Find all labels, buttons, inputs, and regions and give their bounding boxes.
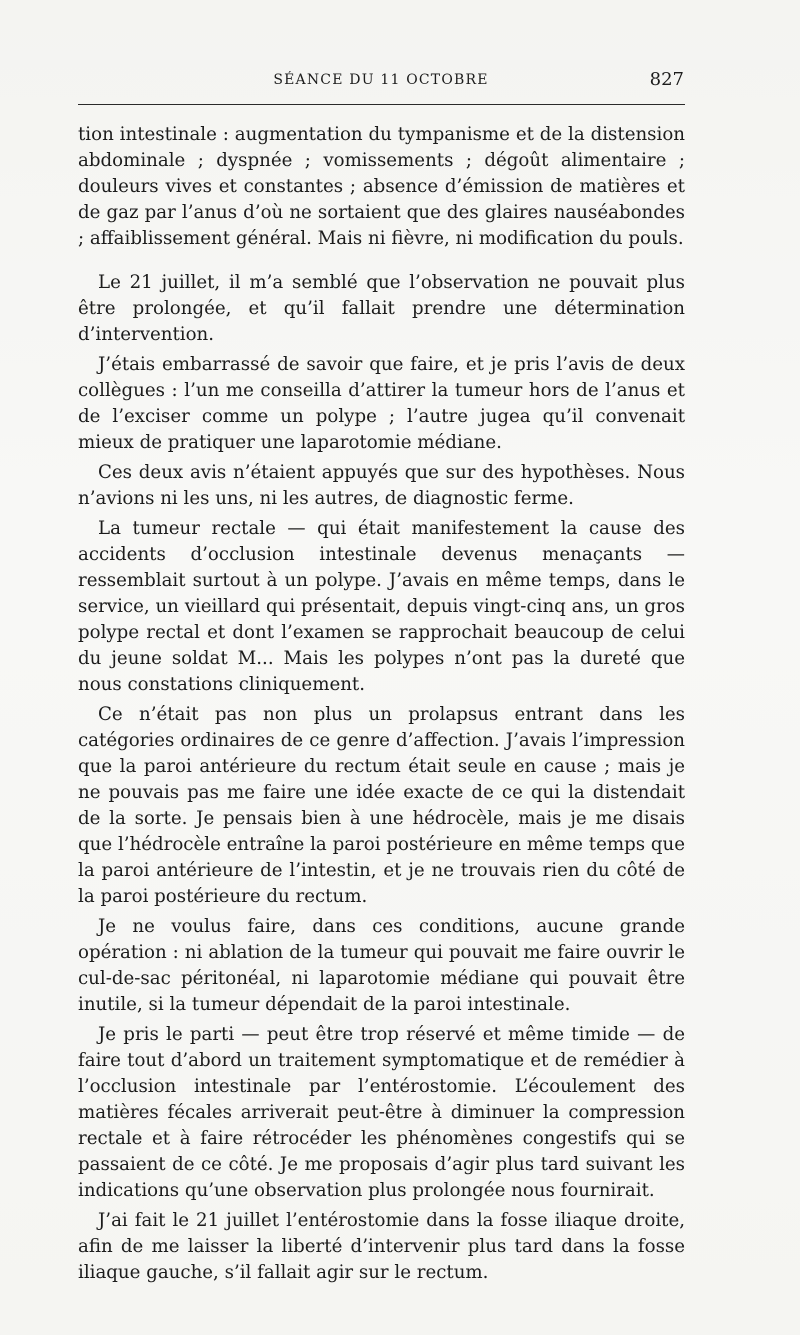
paragraph: Je ne voulus faire, dans ces conditions, aucune grande opération : ni ablation de la tumeur qui pouvait me faire ouvrir le cul-de-sac péritonéal, ni laparotomie médiane qui pouvait être inutile, si la tumeur dépendait de la paroi intestinale.	[78, 916, 685, 1015]
paragraph: J’étais embarrassé de savoir que faire, et je pris l’avis de deux collègues : l’un me conseilla d’attirer la tumeur hors de l’anus et de l’exciser comme un polype ; l’autre jugea qu’il convenait mieux de pratiquer une laparotomie médiane.	[78, 354, 685, 453]
paragraph: Ces deux avis n’étaient appuyés que sur des hypothèses. Nous n’avions ni les uns, ni les autres, de diagnostic ferme.	[78, 462, 685, 509]
page-number: 827	[649, 69, 684, 90]
paragraph: La tumeur rectale — qui était manifestement la cause des accidents d’occlusion intestinale devenus menaçants — ressemblait surtout à un polype. J’avais en même temps, dans le service, un vieillard qui présentait, depuis vingt-cinq ans, un gros polype rectal et dont l’examen se rapprochait beaucoup de celui du jeune soldat M... Mais les polypes n’ont pas la dureté que nous constations cliniquement.	[78, 518, 685, 695]
paragraph: Le 21 juillet, il m’a semblé que l’observation ne pouvait plus être prolongée, et qu’il fallait prendre une détermination d’intervention.	[78, 272, 685, 345]
paragraph-continuation: tion intestinale : augmentation du tympanisme et de la distension abdominale ; dyspnée ; vomissements ; dégoût alimentaire ; douleurs vives et constantes ; absence d’émission de matières et de gaz par l’anus d’où ne sortaient que des glaires nauséabondes ; affaiblissement général. Mais ni fièvre, ni modification du pouls.	[78, 124, 685, 249]
running-title: SÉANCE DU 11 OCTOBRE	[273, 72, 489, 88]
article-body	[78, 122, 685, 1286]
paragraph: J’ai fait le 21 juillet l’entérostomie dans la fosse iliaque droite, afin de me laisser la liberté d’intervenir plus tard dans la fosse iliaque gauche, s’il fallait agir sur le rectum.	[78, 1210, 685, 1283]
page-header	[78, 64, 684, 98]
header-rule	[78, 104, 685, 105]
paragraph: Je pris le parti — peut être trop réservé et même timide — de faire tout d’abord un traitement symptomatique et de remédier à l’occlusion intestinale par l’entérostomie. L’écoulement des matières fécales arriverait peut-être à diminuer la compression rectale et à faire rétrocéder les phénomènes congestifs qui se passaient de ce côté. Je me proposais d’agir plus tard suivant les indications qu’une observation plus prolongée nous fournirait.	[78, 1024, 685, 1201]
paragraph: Ce n’était pas non plus un prolapsus entrant dans les catégories ordinaires de ce genre d’affection. J’avais l’impression que la paroi antérieure du rectum était seule en cause ; mais je ne pouvais pas me faire une idée exacte de ce qui la distendait de la sorte. Je pensais bien à une hédrocèle, mais je me disais que l’hédrocèle entraîne la paroi postérieure en même temps que la paroi antérieure de l’intestin, et je ne trouvais rien du côté de la paroi postérieure du rectum.	[78, 704, 685, 907]
